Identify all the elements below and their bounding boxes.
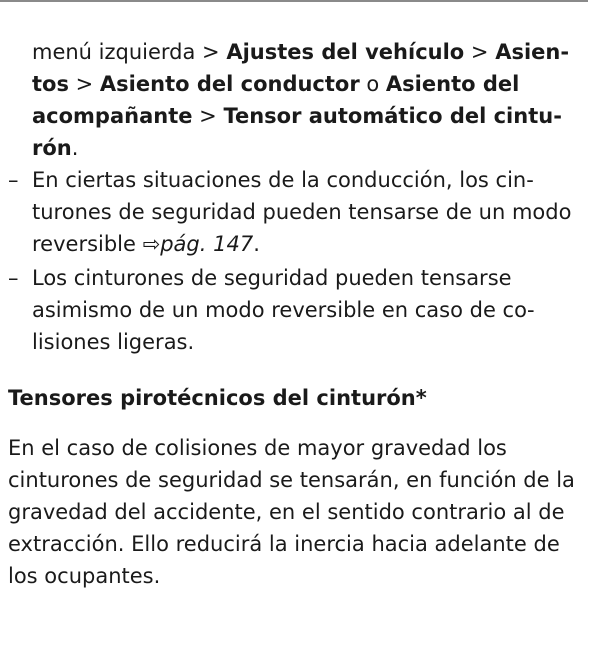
menu-path-paragraph xyxy=(32,36,592,164)
bullet-dash: – xyxy=(8,266,19,290)
menu-item-seats: Asientos xyxy=(32,40,570,96)
page-reference-link[interactable]: pág. 147 xyxy=(160,232,254,256)
bullet-end: . xyxy=(253,232,260,256)
menu-path-end: . xyxy=(71,136,79,160)
menu-or: o xyxy=(359,72,386,96)
page-reference-arrow-icon: ⇨ xyxy=(142,232,161,256)
section-body: En el caso de colisiones de mayor gravedad los cinturones de seguridad se tensarán, en función de la gravedad del accidente, en el sentido contrario al de extracción. Ello reducirá la inercia hacia adelante de los ocupantes. xyxy=(8,436,575,588)
top-divider xyxy=(0,0,588,2)
document-page xyxy=(8,36,592,592)
bullet-text: En ciertas situaciones de la conducción, los cinturones de seguridad pueden tensarse de un modo reversible xyxy=(32,168,572,256)
menu-item-vehicle-settings: Ajustes del vehículo xyxy=(226,40,465,64)
menu-item-driver-seat: Asiento del conductor xyxy=(99,72,360,96)
menu-separator: > xyxy=(192,104,224,128)
bullet-text: Los cinturones de seguridad pueden tensarse asimismo de un modo reversible en caso de colisiones ligeras. xyxy=(32,266,535,354)
bullet-list xyxy=(8,164,592,358)
menu-separator: > xyxy=(464,40,496,64)
list-item xyxy=(8,262,592,358)
menu-item-passenger-seat: Asiento del acompañante xyxy=(32,72,520,128)
bullet-dash: – xyxy=(8,168,19,192)
list-item xyxy=(8,164,592,260)
menu-path-lead: menú izquierda > xyxy=(32,40,227,64)
menu-item-belt-tensioner: Tensor automático del cinturón xyxy=(32,104,562,160)
menu-separator: > xyxy=(68,72,100,96)
section-heading: Tensores pirotécnicos del cinturón* xyxy=(8,386,427,410)
